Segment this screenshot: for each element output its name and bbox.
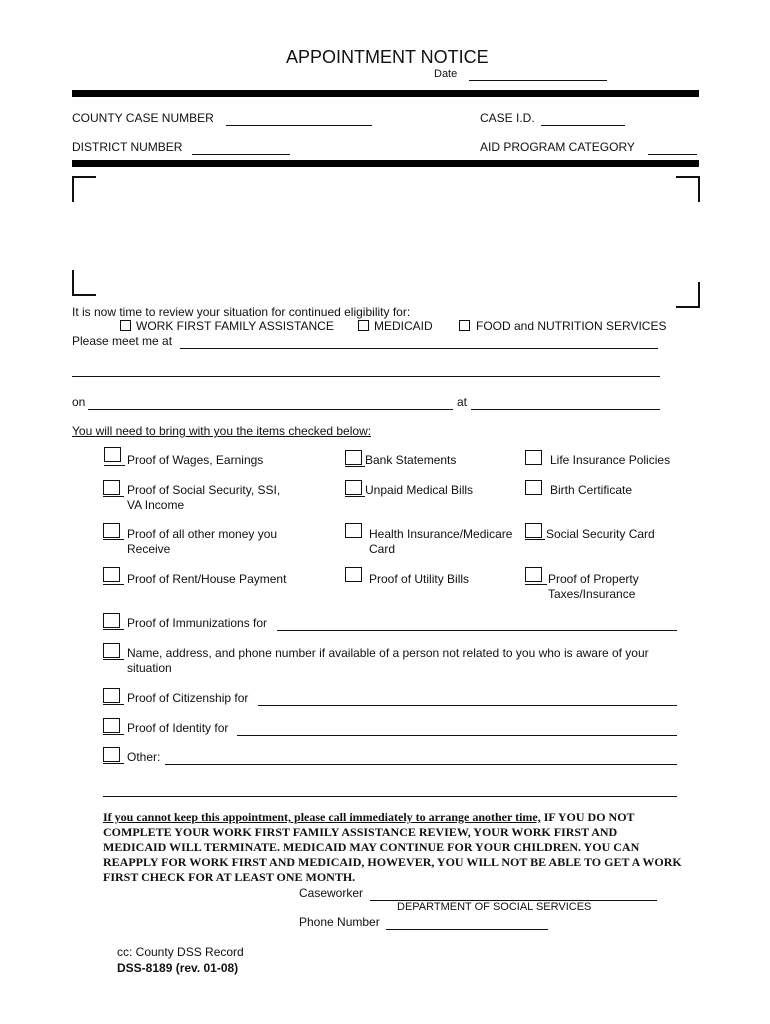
- identity-field[interactable]: [237, 721, 677, 736]
- caseworker-label: Caseworker: [299, 886, 364, 900]
- unpaid-medical-bills-label: Unpaid Medical Bills: [365, 483, 474, 497]
- date-label: Date: [434, 68, 458, 80]
- citizenship-checkbox-line: [103, 704, 124, 705]
- appointment-date-field[interactable]: [88, 395, 453, 410]
- corner-mark-top-right: [676, 176, 700, 202]
- other-label: Other:: [127, 750, 161, 764]
- other-field[interactable]: [165, 750, 677, 765]
- appointment-warning: [103, 810, 683, 885]
- district-number-field[interactable]: [192, 140, 290, 155]
- property-taxes-checkbox[interactable]: [525, 567, 542, 582]
- rent-payment-checkbox[interactable]: [103, 567, 120, 582]
- social-security-card-label: Social Security Card: [546, 527, 655, 541]
- other-money-checkbox-line: [103, 539, 124, 540]
- contact-person-checkbox-line: [103, 659, 124, 660]
- caseworker-field[interactable]: [370, 886, 657, 901]
- health-insurance-checkbox[interactable]: [345, 523, 362, 538]
- on-label: on: [72, 395, 86, 409]
- meet-location-label: Please meet me at: [72, 334, 173, 348]
- bank-statements-checkbox-line: [345, 466, 365, 467]
- appointment-time-field[interactable]: [471, 395, 660, 410]
- phone-number-field[interactable]: [386, 915, 548, 930]
- phone-number-label: Phone Number: [299, 915, 380, 929]
- medicaid-checkbox[interactable]: [358, 320, 369, 331]
- department-name: DEPARTMENT OF SOCIAL SERVICES: [397, 901, 592, 913]
- warning-body: IF YOU DO NOT COMPLETE YOUR WORK FIRST FAMILY ASSISTANCE REVIEW, YOUR WORK FIRST AND MEDICAID WILL TERMINATE. MEDICAID MAY CONTINUE FOR YOUR CHILDREN. YOU CAN REAPPLY FOR WORK FIRST AND MEDICAID, HOWEVER, YOU WILL NOT BE ABLE TO GET A WORK FIRST CHECK FOR AT LEAST ONE MONTH.: [103, 810, 682, 884]
- corner-mark-top-left: [72, 176, 96, 202]
- wages-checkbox[interactable]: [104, 447, 121, 462]
- other-checkbox-line: [103, 763, 124, 764]
- identity-label: Proof of Identity for: [127, 721, 229, 735]
- rent-payment-label: Proof of Rent/House Payment: [127, 572, 287, 586]
- life-insurance-label: Life Insurance Policies: [550, 453, 671, 467]
- food-nutrition-checkbox[interactable]: [459, 320, 470, 331]
- social-security-card-checkbox[interactable]: [525, 523, 542, 538]
- wages-label: Proof of Wages, Earnings: [127, 453, 264, 467]
- immunizations-field[interactable]: [277, 616, 677, 631]
- other-money-checkbox[interactable]: [103, 523, 120, 538]
- utility-bills-label: Proof of Utility Bills: [369, 572, 470, 586]
- social-security-card-checkbox-line: [525, 539, 545, 540]
- bank-statements-checkbox[interactable]: [345, 450, 362, 465]
- immunizations-checkbox[interactable]: [103, 613, 120, 628]
- case-id-label: CASE I.D.: [480, 111, 535, 125]
- immunizations-checkbox-line: [103, 629, 124, 630]
- top-divider: [72, 90, 699, 97]
- case-id-field[interactable]: [541, 111, 625, 126]
- other-money-label: Proof of all other money you Receive: [127, 527, 278, 556]
- other-field-2[interactable]: [103, 782, 677, 797]
- cc-record: cc: County DSS Record: [117, 945, 244, 959]
- life-insurance-checkbox[interactable]: [525, 450, 542, 465]
- middle-divider: [72, 160, 699, 167]
- wages-checkbox-line: [104, 465, 125, 466]
- work-first-label: WORK FIRST FAMILY ASSISTANCE: [136, 319, 334, 333]
- meet-location-field-2[interactable]: [72, 362, 660, 377]
- contact-person-label: Name, address, and phone number if available of a person not related to you who is aware of your situation: [127, 646, 649, 675]
- identity-checkbox-line: [103, 734, 124, 735]
- citizenship-checkbox[interactable]: [103, 688, 120, 703]
- social-security-income-label: Proof of Social Security, SSI, VA Income: [127, 483, 281, 512]
- citizenship-field[interactable]: [258, 691, 677, 706]
- utility-bills-checkbox[interactable]: [345, 567, 362, 582]
- aid-program-category-field[interactable]: [648, 140, 697, 155]
- items-heading: You will need to bring with you the items checked below:: [72, 424, 372, 438]
- county-case-number-label: COUNTY CASE NUMBER: [72, 111, 214, 125]
- immunizations-label: Proof of Immunizations for: [127, 616, 268, 630]
- at-label: at: [457, 395, 468, 409]
- unpaid-medical-bills-checkbox-line: [345, 496, 365, 497]
- meet-location-field[interactable]: [180, 334, 658, 349]
- birth-certificate-checkbox[interactable]: [525, 480, 542, 495]
- bank-statements-label: Bank Statements: [365, 453, 457, 467]
- district-number-label: DISTRICT NUMBER: [72, 140, 183, 154]
- page-title: APPOINTMENT NOTICE: [286, 47, 489, 67]
- food-nutrition-label: FOOD and NUTRITION SERVICES: [476, 319, 667, 333]
- health-insurance-label: Health Insurance/Medicare Card: [369, 527, 513, 556]
- citizenship-label: Proof of Citizenship for: [127, 691, 249, 705]
- social-security-income-checkbox-line: [103, 496, 124, 497]
- corner-mark-bottom-right: [676, 282, 700, 308]
- aid-program-category-label: AID PROGRAM CATEGORY: [480, 140, 635, 154]
- contact-person-checkbox[interactable]: [103, 643, 120, 658]
- property-taxes-checkbox-line: [525, 584, 547, 585]
- corner-mark-bottom-left: [72, 270, 96, 296]
- rent-payment-checkbox-line: [103, 584, 124, 585]
- unpaid-medical-bills-checkbox[interactable]: [345, 480, 362, 495]
- work-first-checkbox[interactable]: [120, 320, 131, 331]
- medicaid-label: MEDICAID: [374, 319, 433, 333]
- county-case-number-field[interactable]: [226, 111, 372, 126]
- property-taxes-label: Proof of Property Taxes/Insurance: [548, 572, 639, 601]
- form-id: DSS-8189 (rev. 01-08): [117, 961, 239, 975]
- birth-certificate-label: Birth Certificate: [550, 483, 633, 497]
- identity-checkbox[interactable]: [103, 718, 120, 733]
- social-security-income-checkbox[interactable]: [103, 480, 120, 495]
- date-field[interactable]: [469, 68, 607, 81]
- warning-underlined: If you cannot keep this appointment, please call immediately to arrange another time,: [103, 810, 541, 824]
- other-checkbox[interactable]: [103, 747, 120, 762]
- review-intro: It is now time to review your situation for continued eligibility for:: [72, 305, 411, 319]
